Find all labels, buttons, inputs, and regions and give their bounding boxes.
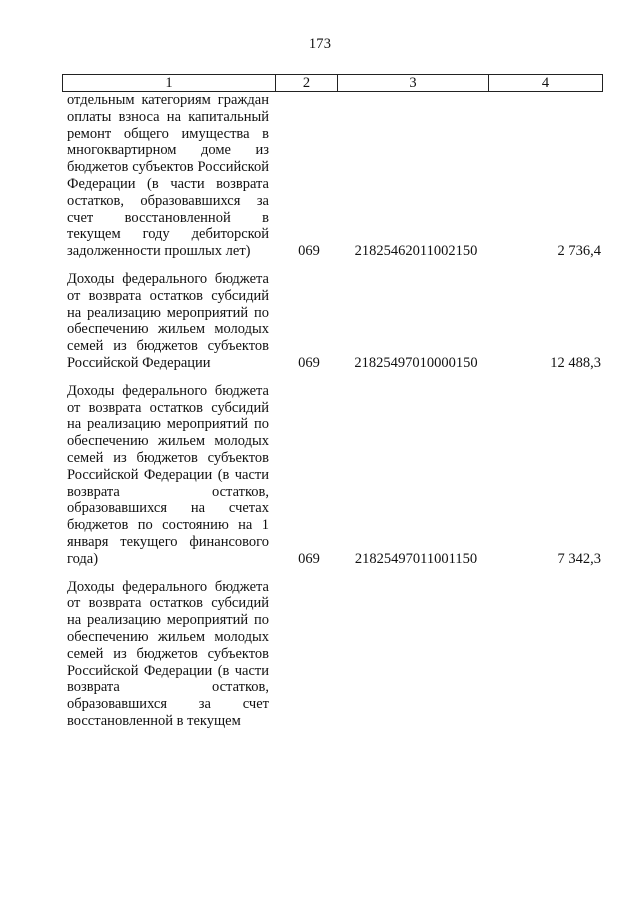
table-row bbox=[0, 579, 640, 730]
row-admin-code: 069 bbox=[298, 550, 320, 567]
row-description: отдельным категориям граждан оплаты взноса на капитальный ремонт общего имущества в многоквартирном доме из бюджетов субъектов Российской Федерации (в части возврата остатков, образовавшихся за счет восстановленной в текущем году дебиторской задолженности прошлых лет) bbox=[67, 92, 269, 260]
column-header-3: 3 bbox=[338, 75, 489, 92]
column-header-2: 2 bbox=[276, 75, 338, 92]
table-row bbox=[0, 92, 640, 260]
row-amount: 7 342,3 bbox=[557, 550, 601, 567]
row-description: Доходы федерального бюджета от возврата остатков субсидий на реализацию мероприятий по обеспечению жильем молодых семей из бюджетов субъектов Российской Федерации (в части возврата остатков, образовавшихся на счетах бюджетов по состоянию на 1 января текущего финансового года) bbox=[67, 382, 269, 567]
page-number: 173 bbox=[308, 36, 332, 52]
row-description: Доходы федерального бюджета от возврата остатков субсидий на реализацию мероприятий по обеспечению жильем молодых семей из бюджетов субъектов Российской Федерации (в части возврата остатков, образовавшихся за счет восстановленной в текущем bbox=[67, 578, 269, 729]
row-description: Доходы федерального бюджета от возврата остатков субсидий на реализацию мероприятий по обеспечению жильем молодых семей из бюджетов субъектов Российской Федерации bbox=[67, 270, 269, 371]
row-kbk-code: 21825462011002150 bbox=[354, 243, 478, 260]
row-amount: 2 736,4 bbox=[557, 243, 601, 260]
table-row bbox=[0, 271, 640, 372]
column-header-4: 4 bbox=[489, 75, 603, 92]
row-amount: 12 488,3 bbox=[550, 354, 601, 371]
table-row bbox=[0, 383, 640, 568]
row-kbk-code: 21825497010000150 bbox=[354, 354, 478, 371]
row-admin-code: 069 bbox=[298, 243, 320, 260]
row-kbk-code: 21825497011001150 bbox=[354, 550, 478, 567]
row-admin-code: 069 bbox=[298, 354, 320, 371]
column-header-row bbox=[62, 74, 603, 92]
table-body bbox=[0, 92, 640, 741]
column-header-1: 1 bbox=[63, 75, 276, 92]
